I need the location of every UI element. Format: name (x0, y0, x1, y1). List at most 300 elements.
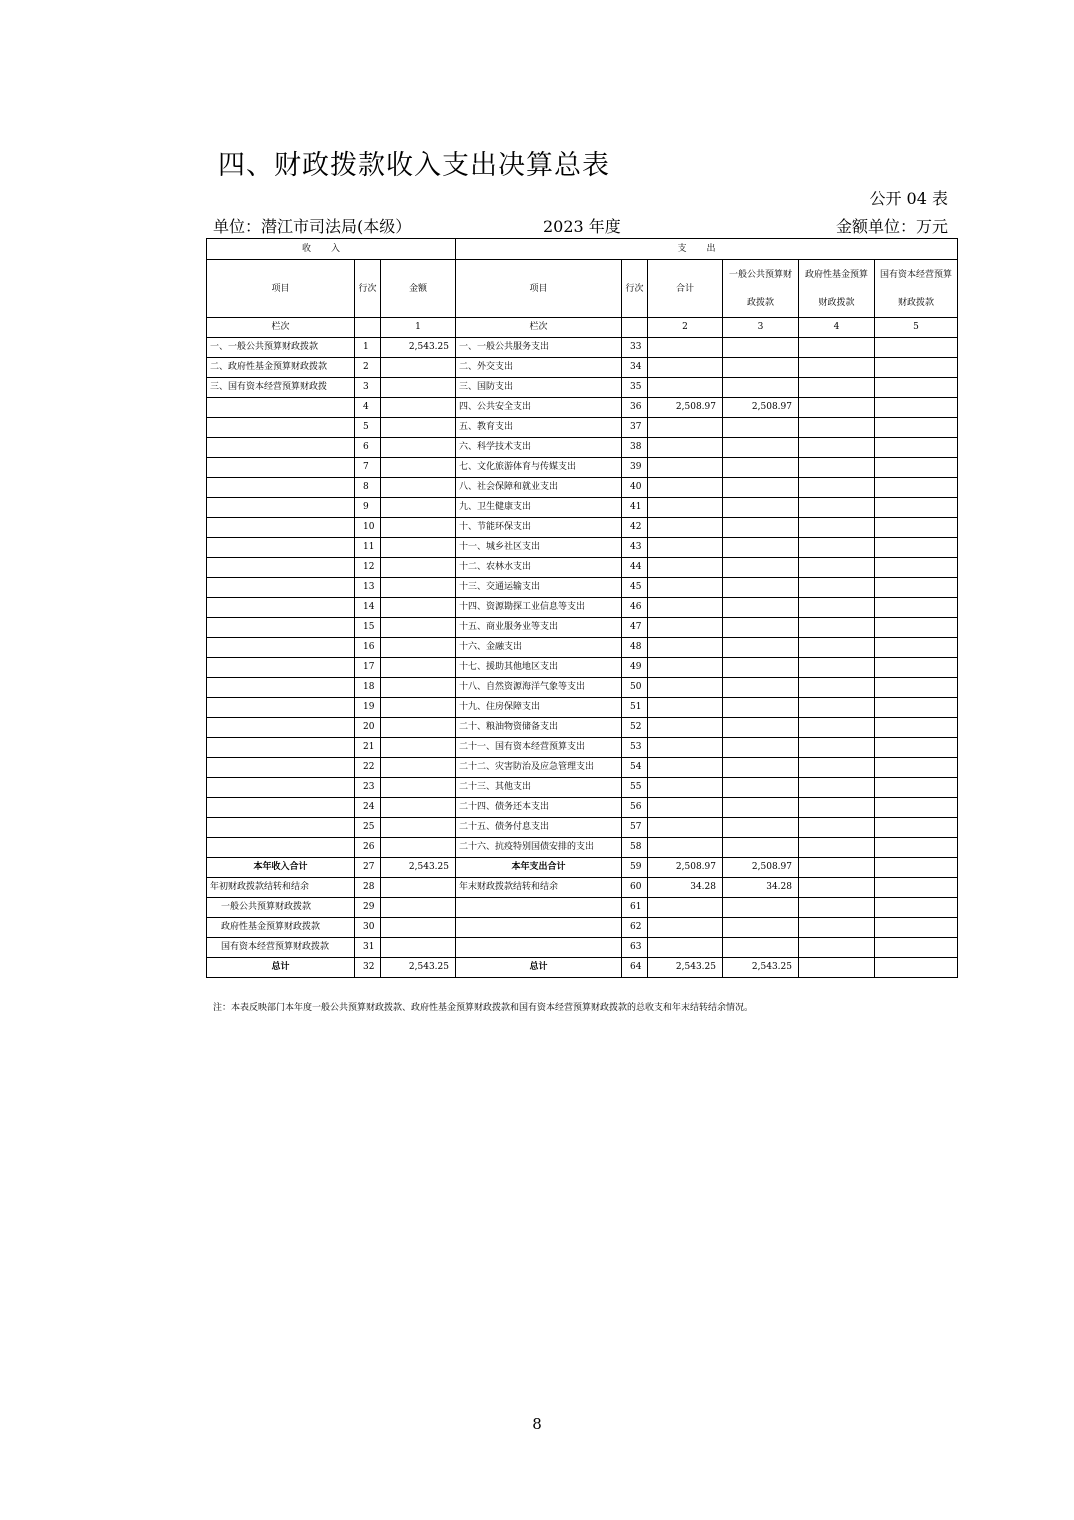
income-item-cell (207, 578, 355, 598)
total-cell (648, 938, 723, 958)
table-row (207, 518, 958, 538)
income-item-cell (207, 758, 355, 778)
general-budget-cell (723, 918, 799, 938)
income-row-no-cell: 15 (355, 618, 381, 638)
fund-budget-cell (799, 698, 875, 718)
general-budget-cell (723, 418, 799, 438)
table-row (207, 718, 958, 738)
fund-budget-cell (799, 398, 875, 418)
general-budget-cell (723, 518, 799, 538)
income-row-no-cell: 14 (355, 598, 381, 618)
expense-item-cell: 本年支出合计 (456, 858, 622, 878)
expense-row-no-cell: 36 (622, 398, 648, 418)
col-index-3: 3 (723, 318, 799, 338)
total-cell: 2,508.97 (648, 398, 723, 418)
income-amount-cell (381, 938, 456, 958)
general-budget-cell: 2,508.97 (723, 398, 799, 418)
total-cell (648, 778, 723, 798)
income-row-no-cell: 25 (355, 818, 381, 838)
total-cell: 2,543.25 (648, 958, 723, 978)
total-header: 合计 (648, 260, 723, 318)
general-budget-cell (723, 838, 799, 858)
income-row-no-cell: 28 (355, 878, 381, 898)
expense-item-cell: 十一、城乡社区支出 (456, 538, 622, 558)
expense-item-cell: 九、卫生健康支出 (456, 498, 622, 518)
table-row (207, 918, 958, 938)
expense-item-cell: 十五、商业服务业等支出 (456, 618, 622, 638)
state-capital-cell (875, 458, 958, 478)
income-row-no-cell: 16 (355, 638, 381, 658)
income-amount-cell: 2,543.25 (381, 338, 456, 358)
income-item-cell: 本年收入合计 (207, 858, 355, 878)
column-index-row (207, 318, 958, 338)
income-section-header: 收入 (207, 239, 456, 260)
total-cell (648, 518, 723, 538)
year-label: 2023 年度 (543, 217, 621, 236)
expense-item-cell: 二十五、债务付息支出 (456, 818, 622, 838)
income-item-cell (207, 638, 355, 658)
fund-budget-cell (799, 918, 875, 938)
fund-budget-cell (799, 758, 875, 778)
general-budget-cell (723, 678, 799, 698)
expense-row-no-cell: 41 (622, 498, 648, 518)
state-capital-cell (875, 338, 958, 358)
income-amount-cell (381, 518, 456, 538)
expense-row-no-cell: 57 (622, 818, 648, 838)
expense-lanci-empty (622, 318, 648, 338)
table-row (207, 438, 958, 458)
footnote: 注：本表反映部门本年度一般公共预算财政拨款、政府性基金预算财政拨款和国有资本经营预算财政拨款的总收支和年末结转结余情况。 (213, 1003, 754, 1013)
fund-budget-cell (799, 558, 875, 578)
expense-row-no-cell: 42 (622, 518, 648, 538)
table-row (207, 658, 958, 678)
expense-row-no-cell: 56 (622, 798, 648, 818)
form-code: 公开 04 表 (869, 189, 948, 208)
income-amount-cell (381, 558, 456, 578)
general-budget-cell (723, 378, 799, 398)
table-row (207, 958, 958, 978)
fund-budget-cell (799, 338, 875, 358)
income-amount-cell (381, 378, 456, 398)
expense-row-no-cell: 58 (622, 838, 648, 858)
expense-item-cell: 十八、自然资源海洋气象等支出 (456, 678, 622, 698)
income-row-no-cell: 30 (355, 918, 381, 938)
income-item-cell (207, 698, 355, 718)
general-budget-cell (723, 618, 799, 638)
state-capital-cell (875, 358, 958, 378)
general-budget-cell (723, 778, 799, 798)
general-budget-cell (723, 338, 799, 358)
table-row (207, 458, 958, 478)
expense-row-no-cell: 47 (622, 618, 648, 638)
income-item-cell (207, 618, 355, 638)
general-budget-cell (723, 558, 799, 578)
expense-item-header: 项目 (456, 260, 622, 318)
expense-row-no-cell: 45 (622, 578, 648, 598)
state-capital-cell (875, 898, 958, 918)
col-index-4: 4 (799, 318, 875, 338)
income-amount-cell (381, 398, 456, 418)
table-row (207, 738, 958, 758)
fund-budget-cell (799, 718, 875, 738)
expense-item-cell (456, 898, 622, 918)
general-budget-cell: 34.28 (723, 878, 799, 898)
state-capital-cell (875, 418, 958, 438)
income-item-cell (207, 398, 355, 418)
expense-item-cell (456, 918, 622, 938)
total-cell (648, 558, 723, 578)
general-budget-cell (723, 538, 799, 558)
income-row-no-cell: 26 (355, 838, 381, 858)
total-cell (648, 478, 723, 498)
expense-row-no-cell: 40 (622, 478, 648, 498)
total-cell (648, 678, 723, 698)
income-item-cell (207, 458, 355, 478)
income-amount-header: 金额 (381, 260, 456, 318)
fund-budget-cell (799, 378, 875, 398)
income-amount-cell (381, 918, 456, 938)
fund-budget-cell (799, 358, 875, 378)
state-capital-cell (875, 638, 958, 658)
income-row-no-header: 行次 (355, 260, 381, 318)
table-row (207, 858, 958, 878)
income-amount-cell (381, 578, 456, 598)
income-item-cell: 二、政府性基金预算财政拨款 (207, 358, 355, 378)
fund-budget-cell (799, 938, 875, 958)
table-row (207, 578, 958, 598)
expense-item-cell: 十六、金融支出 (456, 638, 622, 658)
fund-budget-cell (799, 578, 875, 598)
state-capital-cell (875, 838, 958, 858)
income-item-header: 项目 (207, 260, 355, 318)
expense-row-no-cell: 44 (622, 558, 648, 578)
page-title: 四、财政拨款收入支出决算总表 (218, 150, 610, 181)
expense-row-no-cell: 43 (622, 538, 648, 558)
fund-budget-cell (799, 678, 875, 698)
expense-item-cell: 六、科学技术支出 (456, 438, 622, 458)
expense-item-cell: 十四、资源勘探工业信息等支出 (456, 598, 622, 618)
income-row-no-cell: 6 (355, 438, 381, 458)
income-row-no-cell: 4 (355, 398, 381, 418)
appropriation-table (206, 238, 958, 978)
state-capital-cell (875, 558, 958, 578)
state-capital-header: 国有资本经营预算财政拨款 (875, 260, 958, 318)
general-budget-cell (723, 938, 799, 958)
expense-row-no-cell: 34 (622, 358, 648, 378)
state-capital-cell (875, 738, 958, 758)
general-budget-cell (723, 598, 799, 618)
state-capital-cell (875, 878, 958, 898)
income-row-no-cell: 2 (355, 358, 381, 378)
income-row-no-cell: 21 (355, 738, 381, 758)
state-capital-cell (875, 698, 958, 718)
fund-budget-cell (799, 838, 875, 858)
fund-budget-cell (799, 418, 875, 438)
general-budget-cell (723, 738, 799, 758)
expense-item-cell: 总计 (456, 958, 622, 978)
income-row-no-cell: 1 (355, 338, 381, 358)
fund-budget-cell (799, 538, 875, 558)
expense-row-no-cell: 39 (622, 458, 648, 478)
total-cell (648, 818, 723, 838)
general-budget-cell (723, 458, 799, 478)
expense-item-cell: 二十六、抗疫特别国债安排的支出 (456, 838, 622, 858)
table-row (207, 818, 958, 838)
general-budget-cell: 2,508.97 (723, 858, 799, 878)
income-row-no-cell: 18 (355, 678, 381, 698)
expense-row-no-cell: 48 (622, 638, 648, 658)
state-capital-cell (875, 518, 958, 538)
income-item-cell (207, 518, 355, 538)
income-amount-cell (381, 878, 456, 898)
income-amount-cell (381, 758, 456, 778)
table-row (207, 358, 958, 378)
total-cell (648, 338, 723, 358)
table-row (207, 938, 958, 958)
expense-item-cell: 十、节能环保支出 (456, 518, 622, 538)
income-row-no-cell: 24 (355, 798, 381, 818)
unit-label: 单位：潜江市司法局(本级） (213, 217, 412, 236)
state-capital-cell (875, 938, 958, 958)
fund-budget-cell (799, 738, 875, 758)
expense-row-no-header: 行次 (622, 260, 648, 318)
income-item-cell: 一、一般公共预算财政拨款 (207, 338, 355, 358)
expense-row-no-cell: 60 (622, 878, 648, 898)
income-amount-cell (381, 698, 456, 718)
expense-row-no-cell: 33 (622, 338, 648, 358)
expense-item-cell: 二十一、国有资本经营预算支出 (456, 738, 622, 758)
general-budget-header: 一般公共预算财政拨款 (723, 260, 799, 318)
income-row-no-cell: 3 (355, 378, 381, 398)
fund-budget-cell (799, 798, 875, 818)
general-budget-cell (723, 638, 799, 658)
total-cell (648, 498, 723, 518)
state-capital-cell (875, 758, 958, 778)
income-item-cell (207, 538, 355, 558)
expense-item-cell: 七、文化旅游体育与传媒支出 (456, 458, 622, 478)
state-capital-cell (875, 538, 958, 558)
column-header-row (207, 260, 958, 318)
state-capital-cell (875, 598, 958, 618)
expense-item-cell: 二、外交支出 (456, 358, 622, 378)
total-cell (648, 638, 723, 658)
total-cell (648, 418, 723, 438)
table-row (207, 338, 958, 358)
general-budget-cell (723, 658, 799, 678)
income-item-cell (207, 838, 355, 858)
income-item-cell: 三、国有资本经营预算财政拨 (207, 378, 355, 398)
income-item-cell (207, 798, 355, 818)
table-row (207, 898, 958, 918)
expense-row-no-cell: 59 (622, 858, 648, 878)
table-row (207, 838, 958, 858)
state-capital-cell (875, 958, 958, 978)
general-budget-cell (723, 818, 799, 838)
income-row-no-cell: 7 (355, 458, 381, 478)
income-amount-cell (381, 798, 456, 818)
expense-row-no-cell: 52 (622, 718, 648, 738)
table-row (207, 638, 958, 658)
table-row (207, 798, 958, 818)
fund-budget-cell (799, 518, 875, 538)
expense-row-no-cell: 55 (622, 778, 648, 798)
income-row-no-cell: 20 (355, 718, 381, 738)
income-amount-cell (381, 458, 456, 478)
income-row-no-cell: 27 (355, 858, 381, 878)
total-cell (648, 618, 723, 638)
expense-lanci-label: 栏次 (456, 318, 622, 338)
expense-item-cell: 十九、住房保障支出 (456, 698, 622, 718)
income-item-cell (207, 738, 355, 758)
fund-budget-cell (799, 778, 875, 798)
table-row (207, 758, 958, 778)
expense-row-no-cell: 37 (622, 418, 648, 438)
table-row (207, 558, 958, 578)
income-item-cell (207, 558, 355, 578)
expense-item-cell: 二十四、债务还本支出 (456, 798, 622, 818)
total-cell (648, 438, 723, 458)
expense-row-no-cell: 63 (622, 938, 648, 958)
income-item-cell (207, 598, 355, 618)
expense-item-cell: 五、教育支出 (456, 418, 622, 438)
general-budget-cell (723, 478, 799, 498)
income-item-cell (207, 778, 355, 798)
state-capital-cell (875, 658, 958, 678)
expense-row-no-cell: 51 (622, 698, 648, 718)
income-row-no-cell: 23 (355, 778, 381, 798)
expense-item-cell: 年末财政拨款结转和结余 (456, 878, 622, 898)
general-budget-cell: 2,543.25 (723, 958, 799, 978)
expense-row-no-cell: 61 (622, 898, 648, 918)
expense-item-cell: 十二、农林水支出 (456, 558, 622, 578)
fund-budget-cell (799, 478, 875, 498)
fund-budget-cell (799, 498, 875, 518)
fund-budget-cell (799, 458, 875, 478)
state-capital-cell (875, 778, 958, 798)
income-lanci-empty (355, 318, 381, 338)
expense-item-cell: 十七、援助其他地区支出 (456, 658, 622, 678)
general-budget-cell (723, 438, 799, 458)
table-row (207, 418, 958, 438)
income-amount-cell (381, 838, 456, 858)
expense-row-no-cell: 62 (622, 918, 648, 938)
income-amount-cell (381, 598, 456, 618)
income-amount-cell (381, 618, 456, 638)
fund-budget-cell (799, 598, 875, 618)
income-row-no-cell: 10 (355, 518, 381, 538)
income-item-cell: 总计 (207, 958, 355, 978)
col-index-1: 1 (381, 318, 456, 338)
general-budget-cell (723, 758, 799, 778)
income-amount-cell (381, 638, 456, 658)
total-cell (648, 758, 723, 778)
state-capital-cell (875, 858, 958, 878)
state-capital-cell (875, 918, 958, 938)
income-amount-cell (381, 658, 456, 678)
income-amount-cell (381, 418, 456, 438)
table-row (207, 778, 958, 798)
section-header-row (207, 239, 958, 260)
income-row-no-cell: 13 (355, 578, 381, 598)
income-row-no-cell: 22 (355, 758, 381, 778)
general-budget-cell (723, 498, 799, 518)
income-item-cell (207, 678, 355, 698)
fund-budget-cell (799, 638, 875, 658)
general-budget-cell (723, 898, 799, 918)
income-lanci-label: 栏次 (207, 318, 355, 338)
fund-budget-cell (799, 438, 875, 458)
total-cell (648, 718, 723, 738)
state-capital-cell (875, 578, 958, 598)
income-item-cell (207, 498, 355, 518)
fund-budget-cell (799, 898, 875, 918)
general-budget-cell (723, 358, 799, 378)
income-item-cell: 政府性基金预算财政拨款 (207, 918, 355, 938)
table-row (207, 678, 958, 698)
fund-budget-cell (799, 818, 875, 838)
state-capital-cell (875, 398, 958, 418)
expense-row-no-cell: 35 (622, 378, 648, 398)
state-capital-cell (875, 438, 958, 458)
fund-budget-cell (799, 658, 875, 678)
col-index-2: 2 (648, 318, 723, 338)
income-row-no-cell: 19 (355, 698, 381, 718)
total-cell (648, 918, 723, 938)
total-cell (648, 598, 723, 618)
total-cell (648, 738, 723, 758)
income-item-cell (207, 718, 355, 738)
table-row (207, 398, 958, 418)
expense-item-cell: 四、公共安全支出 (456, 398, 622, 418)
table-row (207, 538, 958, 558)
income-item-cell (207, 438, 355, 458)
income-amount-cell (381, 738, 456, 758)
income-amount-cell (381, 498, 456, 518)
state-capital-cell (875, 818, 958, 838)
income-item-cell: 年初财政拨款结转和结余 (207, 878, 355, 898)
expense-row-no-cell: 49 (622, 658, 648, 678)
money-unit-label: 金额单位：万元 (835, 217, 948, 236)
income-amount-cell (381, 478, 456, 498)
expense-row-no-cell: 54 (622, 758, 648, 778)
expense-item-cell: 二十三、其他支出 (456, 778, 622, 798)
table-row (207, 878, 958, 898)
table-row (207, 498, 958, 518)
total-cell (648, 578, 723, 598)
fund-budget-cell (799, 878, 875, 898)
income-row-no-cell: 8 (355, 478, 381, 498)
total-cell (648, 798, 723, 818)
col-index-5: 5 (875, 318, 958, 338)
total-cell (648, 698, 723, 718)
income-item-cell: 国有资本经营预算财政拨款 (207, 938, 355, 958)
income-row-no-cell: 5 (355, 418, 381, 438)
report-meta (213, 214, 948, 236)
total-cell (648, 458, 723, 478)
total-cell (648, 378, 723, 398)
total-cell (648, 898, 723, 918)
table-row (207, 618, 958, 638)
income-row-no-cell: 9 (355, 498, 381, 518)
expense-row-no-cell: 50 (622, 678, 648, 698)
state-capital-cell (875, 798, 958, 818)
table-row (207, 378, 958, 398)
income-item-cell (207, 418, 355, 438)
income-row-no-cell: 12 (355, 558, 381, 578)
expense-row-no-cell: 46 (622, 598, 648, 618)
table-row (207, 598, 958, 618)
total-cell (648, 658, 723, 678)
